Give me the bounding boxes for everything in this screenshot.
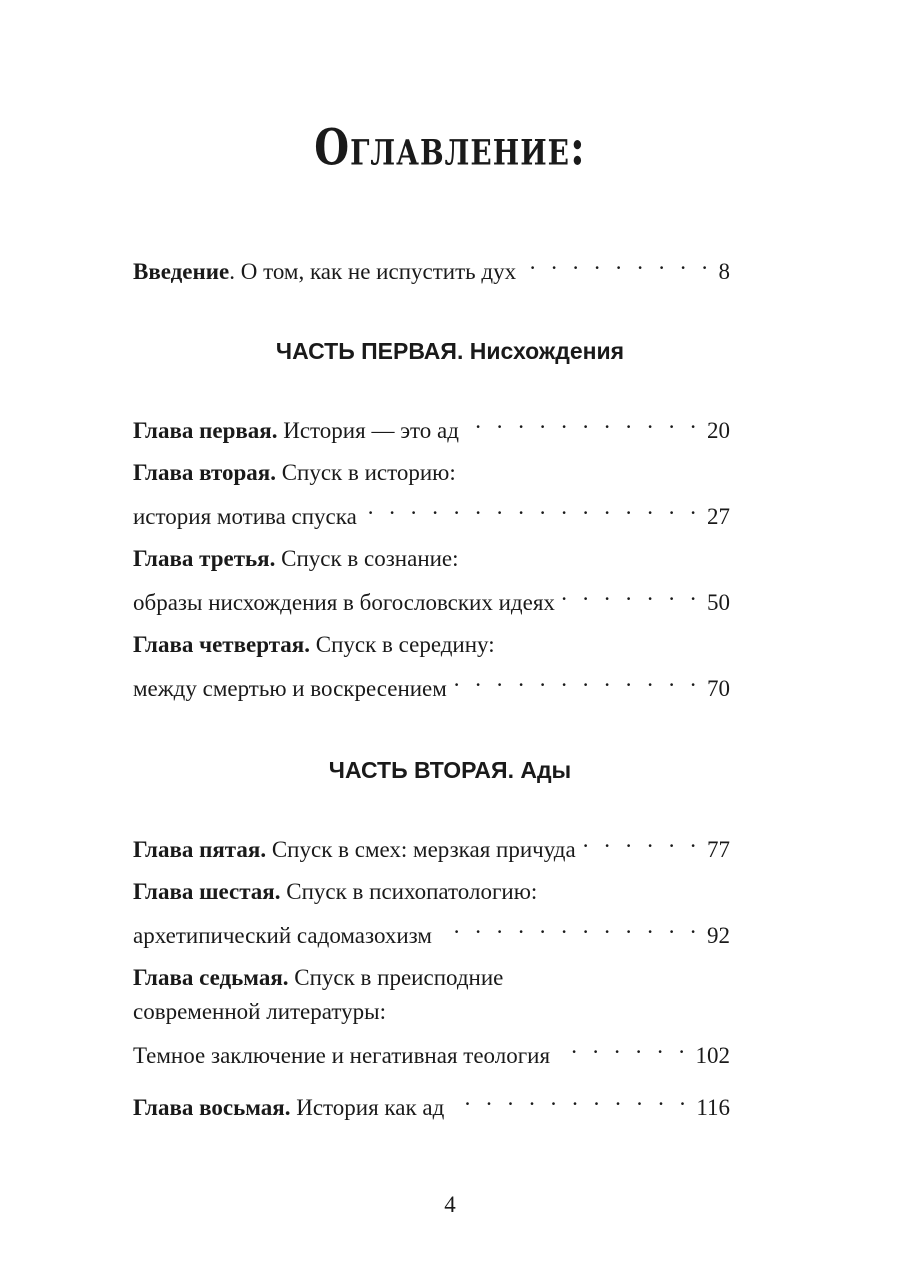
chapter-title-cont: история мотива спуска <box>133 504 357 529</box>
page-number: 70 <box>707 676 730 701</box>
chapter-title: Спуск в историю: <box>275 460 456 485</box>
page-number: 116 <box>696 1095 730 1120</box>
dot-leader <box>561 576 701 610</box>
toc-entry-chapter-7[interactable] <box>133 961 730 1073</box>
page-number: 77 <box>707 837 730 862</box>
dot-leader <box>453 662 701 696</box>
dot-leader <box>438 909 701 943</box>
chapter-title: Спуск в психопатологию: <box>280 879 538 904</box>
dot-leader <box>450 1081 690 1115</box>
toc-entry-chapter-8[interactable] <box>133 1081 730 1125</box>
part-heading: ЧАСТЬ ПЕРВАЯ. Нисхождения <box>275 338 625 364</box>
page-number: 27 <box>707 504 730 529</box>
chapter-label: Глава вторая. <box>133 460 276 485</box>
part-heading: ЧАСТЬ ВТОРАЯ. Ады <box>328 757 572 783</box>
intro-bold: Введение <box>133 259 230 284</box>
toc-entry-intro[interactable] <box>133 245 730 289</box>
chapter-label: Глава третья. <box>133 546 276 571</box>
chapter-title: Спуск в сознание: <box>275 546 459 571</box>
dot-leader <box>522 245 712 279</box>
intro-title: . О том, как не испустить дух <box>229 259 517 284</box>
folio-page-number: 4 <box>444 1192 456 1217</box>
page-number: 102 <box>695 1043 730 1068</box>
chapter-title: История — это ад <box>277 418 459 443</box>
page-number: 92 <box>707 923 730 948</box>
chapter-title-cont: архетипический садомазохизм <box>133 923 432 948</box>
page-title: Оглавление: <box>314 118 586 177</box>
toc-entry-chapter-1[interactable] <box>133 404 730 448</box>
chapter-title-cont: современной литературы: <box>133 999 386 1024</box>
chapter-title-cont: между смертью и воскресением <box>133 676 447 701</box>
chapter-label: Глава седьмая. <box>133 965 289 990</box>
dot-leader <box>556 1029 689 1063</box>
page-number: 20 <box>707 418 730 443</box>
toc-entry-chapter-4[interactable] <box>133 628 730 706</box>
page-number: 8 <box>718 259 730 284</box>
chapter-title: История как ад <box>290 1095 445 1120</box>
dot-leader <box>363 490 701 524</box>
toc-entry-chapter-6[interactable] <box>133 875 730 953</box>
chapter-title: Спуск в середину: <box>309 632 495 657</box>
chapter-title: Спуск в смех: мерзкая причуда <box>266 837 576 862</box>
chapter-title-cont: Темное заключение и негативная теология <box>133 1043 551 1068</box>
dot-leader <box>465 404 701 438</box>
chapter-label: Глава четвертая. <box>133 632 310 657</box>
chapter-label: Глава пятая. <box>133 837 267 862</box>
toc-entry-chapter-5[interactable] <box>133 823 730 867</box>
chapter-title-cont: образы нисхождения в богословских идеях <box>133 590 555 615</box>
toc-entry-chapter-2[interactable] <box>133 456 730 534</box>
chapter-label: Глава восьмая. <box>133 1095 291 1120</box>
dot-leader <box>582 823 701 857</box>
chapter-title: Спуск в преисподние <box>288 965 504 990</box>
toc-entry-chapter-3[interactable] <box>133 542 730 620</box>
chapter-label: Глава первая. <box>133 418 278 443</box>
page-number: 50 <box>707 590 730 615</box>
chapter-label: Глава шестая. <box>133 879 281 904</box>
